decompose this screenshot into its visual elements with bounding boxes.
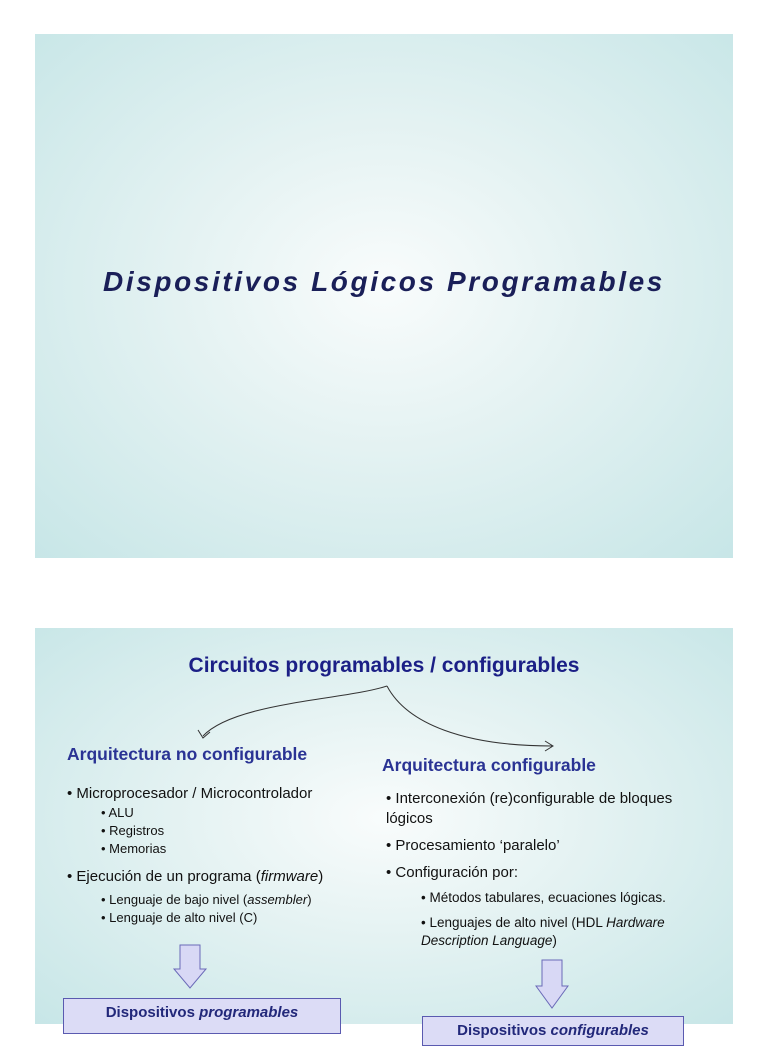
left-item-programa: • Ejecución de un programa (firmware) <box>67 868 324 885</box>
right-item-interconexion: • Interconexión (re)configurable de bloques lógicos <box>386 790 673 827</box>
left-sub-registros: • Registros <box>101 823 165 838</box>
right-sub-metodos: • Métodos tabulares, ecuaciones lógicas. <box>421 890 666 905</box>
left-sub-alu: • ALU <box>101 805 134 820</box>
left-heading: Arquitectura no configurable <box>67 744 308 764</box>
slide-circuits <box>35 628 733 1039</box>
left-sub-memorias: • Memorias <box>101 841 167 856</box>
left-item-micro: • Microprocesador / Microcontrolador <box>67 785 313 802</box>
right-item-procesamiento: • Procesamiento ‘paralelo’ <box>386 837 560 854</box>
left-sub-bajo-nivel: • Lenguaje de bajo nivel (assembler) <box>101 892 312 907</box>
left-sub-alto-nivel: • Lenguaje de alto nivel (C) <box>101 910 258 925</box>
right-item-configuracion: • Configuración por: <box>386 864 518 881</box>
left-result-box: Dispositivos programables <box>63 998 341 1034</box>
slide-circuits-title: Circuitos programables / configurables <box>188 654 580 677</box>
down-arrow-left-icon <box>174 945 206 988</box>
right-sub-lenguajes: • Lenguajes de alto nivel (HDL Hardware Description Language) <box>421 915 665 948</box>
right-heading: Arquitectura configurable <box>382 755 596 775</box>
right-result-box: Dispositivos configurables <box>422 1016 684 1046</box>
down-arrow-right-icon <box>536 960 568 1008</box>
slide-title-text: Dispositivos Lógicos Programables <box>103 266 665 297</box>
slide-title <box>35 34 733 558</box>
